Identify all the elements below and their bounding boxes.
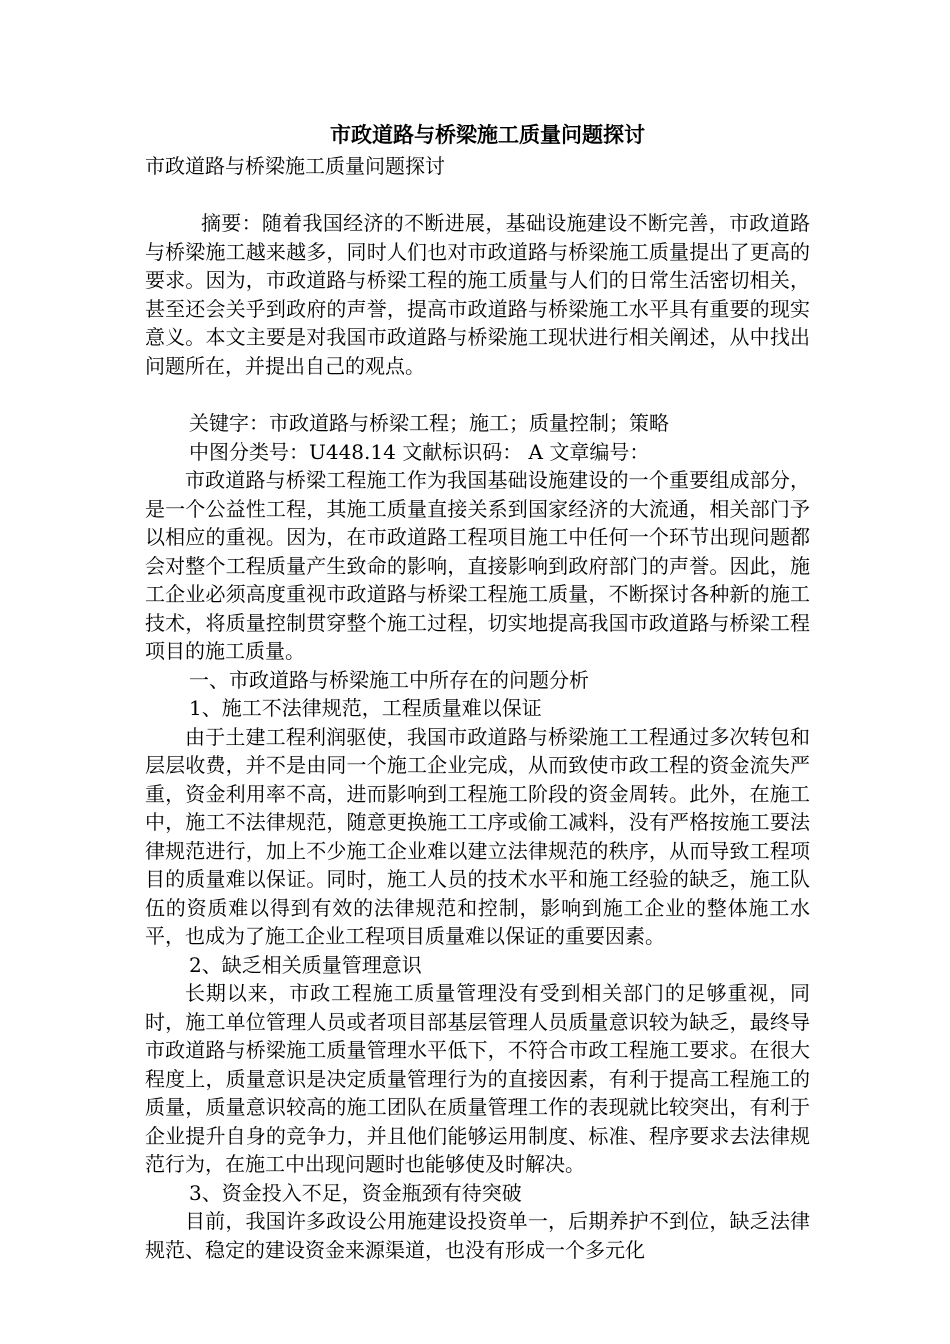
section-heading-1: 一、市政道路与桥梁施工中所存在的问题分析	[189, 667, 589, 692]
subsection-heading-1: 1、施工不法律规范，工程质量难以保证	[189, 696, 542, 720]
subsection-body-3: 目前，我国许多政设公用施建设投资单一，后期养护不到位，缺乏法律规范、稳定的建设资金来源渠道，也没有形成一个多元化	[145, 1209, 810, 1262]
subsection-body-2: 长期以来，市政工程施工质量管理没有受到相关部门的足够重视，同时，施工单位管理人员或者项目部基层管理人员质量意识较为缺乏，最终导市政道路与桥梁施工质量管理水平低下，不符合市政工程施工要求。在很大程度上，质量意识是决定质量管理行为的直接因素，有利于提高工程施工的质量，质量意识较高的施工团队在质量管理工作的表现就比较突出，有利于企业提升自身的竞争力，并且他们能够运用制度、标准、程序要求去法律规范行为，在施工中出现问题时也能够使及时解决。	[145, 981, 810, 1176]
intro-paragraph: 市政道路与桥梁工程施工作为我国基础设施建设的一个重要组成部分，是一个公益性工程，其施工质量直接关系到国家经济的大流通，相关部门予以相应的重视。因为，在市政道路工程项目施工中任何一个环节出现问题都会对整个工程质量产生致命的影响，直接影响到政府部门的声誉。因此，施工企业必须高度重视市政道路与桥梁工程施工质量，不断探讨各种新的施工技术，将质量控制贯穿整个施工过程，切实地提高我国市政道路与桥梁工程项目的施工质量。	[145, 468, 810, 663]
document-subtitle: 市政道路与桥梁施工质量问题探讨	[145, 154, 445, 178]
document-page	[145, 118, 810, 1264]
subsection-heading-3: 3、资金投入不足，资金瓶颈有待突破	[189, 1180, 522, 1205]
keywords-line: 关键字：市政道路与桥梁工程；施工；质量控制；策略	[189, 411, 669, 435]
classification-line: 中图分类号：U448.14 文献标识码： A 文章编号：	[189, 439, 650, 464]
document-title: 市政道路与桥梁施工质量问题探讨	[330, 122, 645, 147]
subsection-body-1: 由于土建工程利润驱使，我国市政道路与桥梁施工工程通过多次转包和层层收费，并不是由同一个施工企业完成，从而致使市政工程的资金流失严重，资金利用率不高，进而影响到工程施工阶段的资金周转。此外，在施工中，施工不法律规范，随意更换施工工序或偷工减料，没有严格按施工要法律规范进行，加上不少施工企业难以建立法律规范的秩序，从而导致工程项目的质量难以保证。同时，施工人员的技术水平和施工经验的缺乏，施工队伍的资质难以得到有效的法律规范和控制，影响到施工企业的整体施工水平，也成为了施工企业工程项目质量难以保证的重要因素。	[145, 724, 810, 948]
abstract-paragraph: 摘要：随着我国经济的不断进展，基础设施建设不断完善，市政道路与桥梁施工越来越多，同时人们也对市政道路与桥梁施工质量提出了更高的要求。因为，市政道路与桥梁工程的施工质量与人们的日常生活密切相关，甚至还会关乎到政府的声誉，提高市政道路与桥梁施工水平具有重要的现实意义。本文主要是对我国市政道路与桥梁施工现状进行相关阐述，从中找出问题所在，并提出自己的观点。	[145, 211, 810, 378]
subsection-heading-2: 2、缺乏相关质量管理意识	[189, 952, 422, 977]
